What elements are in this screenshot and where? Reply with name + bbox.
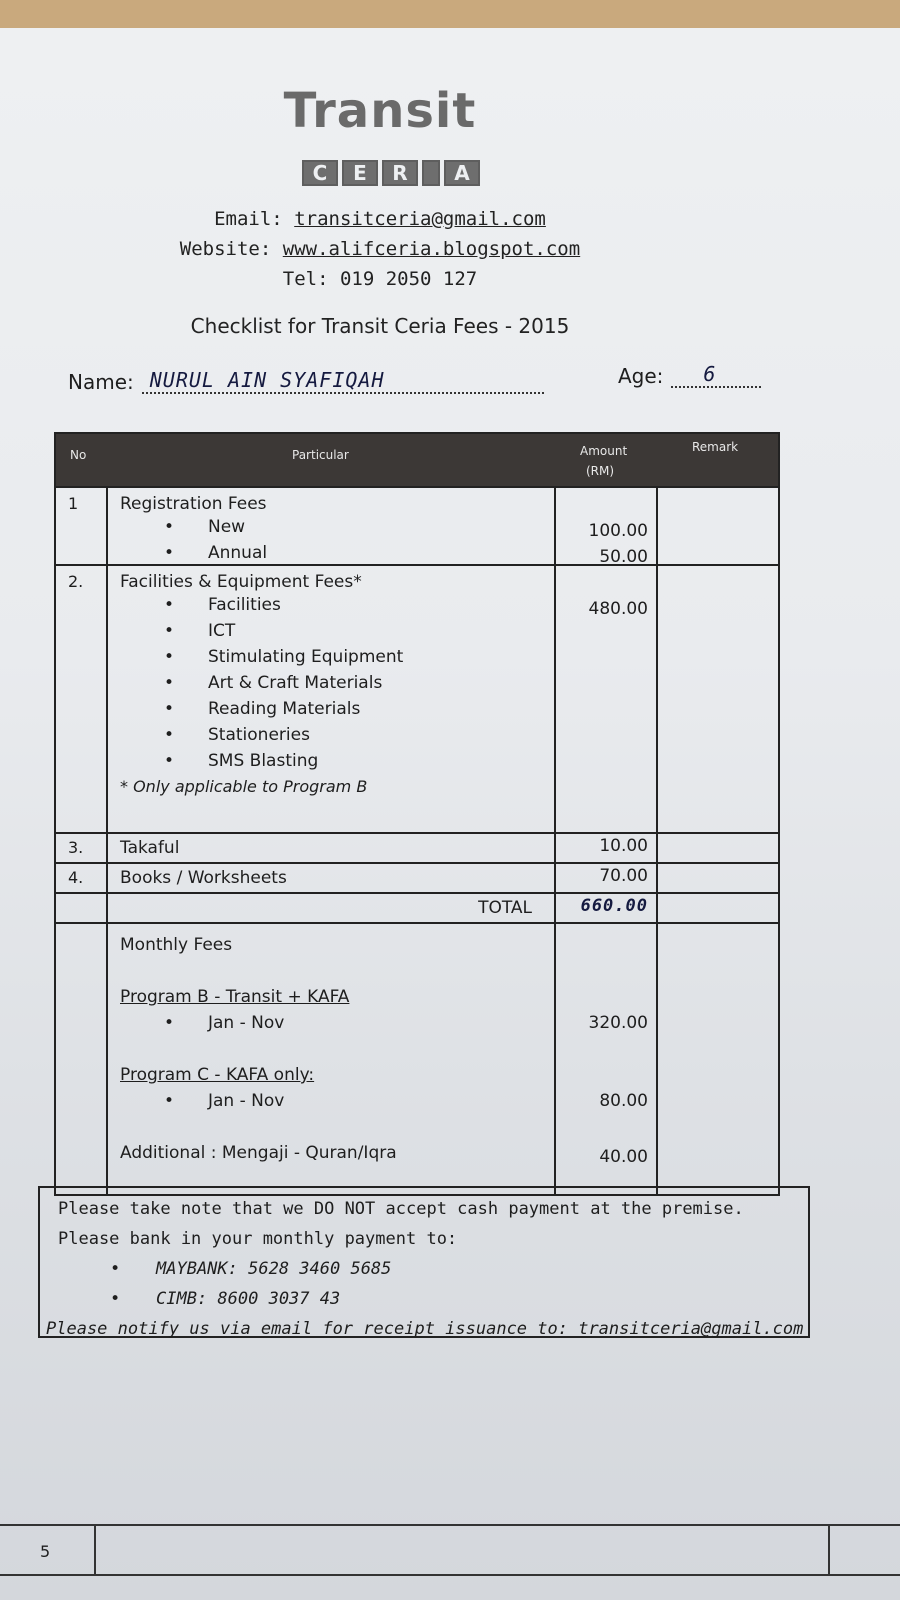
table-row: [56, 832, 778, 862]
fees-table: [54, 432, 780, 1196]
program-c-label: Program C - KAFA only:: [120, 1065, 315, 1085]
website-line: [120, 238, 640, 260]
row-particular: [108, 924, 556, 1194]
header-no: No: [70, 448, 87, 462]
row-number: 3.: [56, 834, 108, 862]
age-field: [618, 362, 761, 388]
header-amount-unit: (RM): [586, 464, 615, 478]
total-row: [56, 892, 778, 922]
row-amount: [556, 566, 658, 832]
list-item: • Art & Craft Materials: [120, 670, 554, 696]
name-field: [68, 368, 544, 394]
row-remark: [658, 864, 778, 892]
list-item: • Reading Materials: [120, 696, 554, 722]
list-item: • Jan - Nov: [120, 1010, 554, 1036]
program-b-label: Program B - Transit + KAFA: [120, 987, 350, 1007]
payment-notice: [38, 1186, 810, 1338]
total-amount: 660.00: [556, 894, 658, 922]
bank-account: • MAYBANK: 5628 3460 5685: [58, 1254, 808, 1284]
website-label: Website:: [179, 238, 272, 260]
email-link[interactable]: transitceria@gmail.com: [294, 208, 546, 230]
page-number: 5: [40, 1542, 51, 1561]
total-label: TOTAL: [108, 894, 556, 922]
document-title: Checklist for Transit Ceria Fees - 2015: [190, 314, 570, 338]
logo-title: Transit: [283, 83, 477, 139]
age-label: Age:: [618, 364, 664, 388]
list-item: • Facilities: [120, 592, 554, 618]
additional-label: Additional : Mengaji - Quran/Iqra: [120, 1143, 397, 1163]
row-number: [56, 924, 108, 1194]
header-remark: Remark: [692, 440, 739, 454]
row-particular: [108, 566, 556, 832]
row-particular: Takaful: [108, 834, 556, 862]
email-line: [120, 208, 640, 230]
row-particular: [108, 488, 556, 564]
list-item: • ICT: [120, 618, 554, 644]
row-number: [56, 894, 108, 922]
row-remark: [658, 566, 778, 832]
logo-letter: A: [444, 160, 480, 186]
row-title: Facilities & Equipment Fees*: [120, 572, 362, 592]
list-item: • New: [120, 514, 554, 540]
amount-value: 480.00: [588, 599, 648, 619]
row-title: Monthly Fees: [120, 935, 233, 955]
age-blank[interactable]: [671, 362, 761, 388]
document-page: [0, 28, 900, 1600]
table-row: [56, 862, 778, 892]
row-amount: 70.00: [556, 864, 658, 892]
logo-letter: C: [302, 160, 338, 186]
amount-value: 80.00: [599, 1091, 648, 1111]
table-header: [56, 434, 778, 486]
row-amount: 10.00: [556, 834, 658, 862]
name-label: Name:: [68, 370, 134, 394]
row-title: Registration Fees: [120, 494, 267, 514]
row-remark: [658, 894, 778, 922]
row-number: 1: [56, 488, 108, 564]
list-item: • Annual: [120, 540, 554, 566]
header-particular: Particular: [292, 448, 349, 462]
table-row: [56, 486, 778, 567]
logo-letter-boxes: [302, 160, 480, 186]
amount-value: 320.00: [588, 1013, 648, 1033]
email-label: Email:: [214, 208, 283, 230]
notice-line: Please notify us via email for receipt issuance to: transitceria@gmail.com: [46, 1319, 804, 1339]
footnote: * Only applicable to Program B: [120, 777, 368, 796]
name-value: NURUL AIN SYAFIQAH: [149, 368, 385, 392]
row-number: 4.: [56, 864, 108, 892]
row-remark: [658, 834, 778, 862]
notice-line: Please bank in your monthly payment to:: [58, 1229, 458, 1249]
logo-letter: R: [382, 160, 418, 186]
list-item: • SMS Blasting: [120, 748, 554, 774]
row-particular: Books / Worksheets: [108, 864, 556, 892]
row-remark: [658, 488, 778, 564]
row-number: 2.: [56, 566, 108, 832]
tel-line: Tel: 019 2050 127: [282, 268, 478, 290]
footer-table: [0, 1524, 900, 1576]
amount-value: 100.00: [588, 521, 648, 541]
logo-letter: E: [342, 160, 378, 186]
row-amount: [556, 924, 658, 1194]
list-item: • Stimulating Equipment: [120, 644, 554, 670]
logo-letter: [422, 160, 440, 186]
row-remark: [658, 924, 778, 1194]
name-blank[interactable]: [142, 368, 544, 394]
amount-value: 50.00: [599, 547, 648, 567]
table-row: [56, 922, 778, 1194]
table-row: [56, 564, 778, 832]
age-value: 6: [703, 362, 717, 386]
header-amount: Amount: [580, 444, 628, 458]
amount-value: 40.00: [599, 1147, 648, 1167]
bank-account: • CIMB: 8600 3037 43: [58, 1284, 808, 1314]
notice-line: Please take note that we DO NOT accept cash payment at the premise.: [58, 1199, 744, 1219]
list-item: • Stationeries: [120, 722, 554, 748]
row-amount: [556, 488, 658, 567]
list-item: • Jan - Nov: [120, 1088, 554, 1114]
website-link[interactable]: www.alifceria.blogspot.com: [282, 238, 581, 260]
